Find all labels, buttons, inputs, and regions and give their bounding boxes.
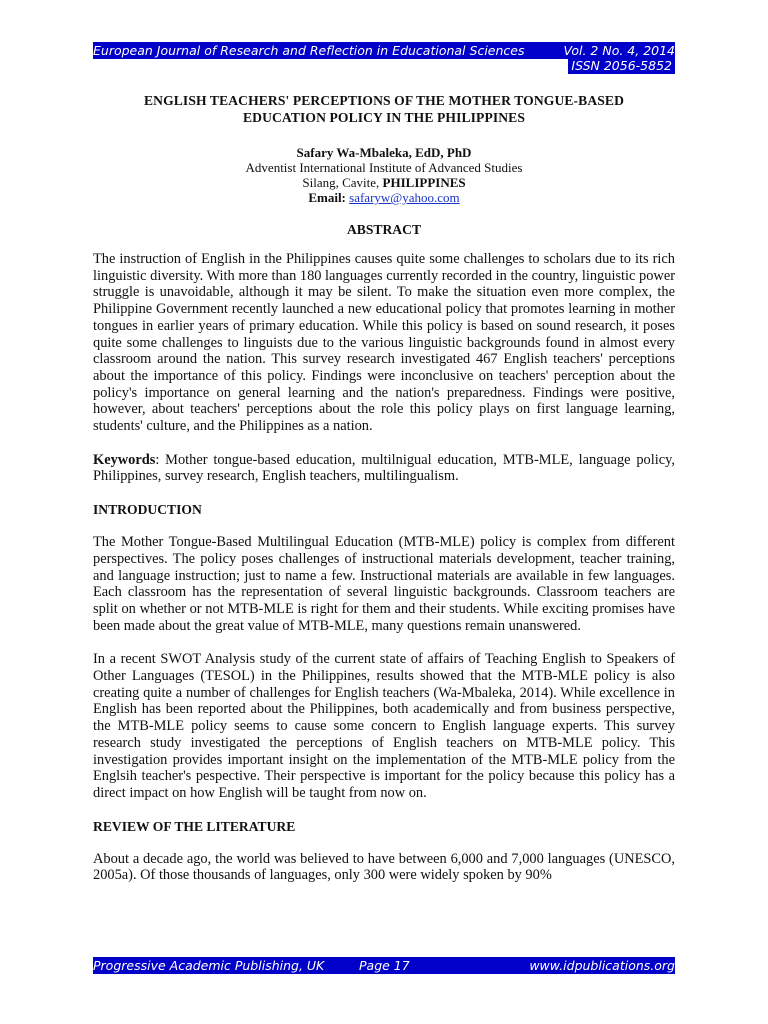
introduction-paragraph-2: In a recent SWOT Analysis study of the current state of affairs of Teaching English to Speakers of Other Languages (TESOL) in the Philippines, results showed that the MTB-MLE policy is also creating quite a number of challenges for English teachers (Wa-Mbaleka, 2014). While excellence in English has been reported about the Philippines, both academically and from business perspective, the MTB-MLE policy seems to cause some concern to English language experts. This survey research study investigated the perceptions of English teachers on MTB-MLE policy. This investigation provides important insight on the implementation of the MTB-MLE policy from the Englsih teacher's pespective. Their perspective is important for the policy because this policy has a direct impact on how English will be taught from now on. [93, 651, 675, 801]
keywords-paragraph [93, 452, 675, 485]
author-email-line [93, 190, 675, 205]
introduction-heading: INTRODUCTION [93, 502, 202, 518]
author-country: PHILIPPINES [382, 175, 466, 190]
footer-publisher: Progressive Academic Publishing, UK [93, 958, 325, 973]
author-city: Silang, Cavite, [302, 175, 380, 190]
page-footer-bar [93, 957, 675, 974]
keywords-text: : Mother tongue-based education, multilnigual education, MTB-MLE, language policy, Philippines, survey research, English teachers, multilingualism. [93, 451, 675, 485]
journal-volume: Vol. 2 No. 4, 2014 [563, 43, 675, 58]
journal-header-bar [93, 42, 675, 59]
author-block [93, 145, 675, 205]
abstract-heading: ABSTRACT [346, 222, 422, 237]
paper-content [93, 92, 675, 884]
review-heading: REVIEW OF THE LITERATURE [93, 818, 296, 834]
paper-title [93, 92, 675, 126]
email-label: Email: [308, 190, 346, 205]
journal-name: European Journal of Research and Reflection in Educational Sciences [93, 43, 525, 58]
footer-page-number: Page 17 [359, 958, 410, 973]
keywords-label: Keywords [93, 451, 156, 468]
introduction-paragraph-1: The Mother Tongue-Based Multilingual Education (MTB-MLE) policy is complex from different perspectives. The policy poses challenges of instructional materials development, teacher training, and language instruction; just to name a few. Instructional materials are available in few languages. Each classroom has the representation of several linguistic backgrounds. Classroom teachers are split on whether or not MTB-MLE is right for them and their students. While exciting promises have been made about the great value of MTB-MLE, many questions remain unanswered. [93, 534, 675, 634]
journal-issn: ISSN 2056-5852 [568, 58, 675, 74]
footer-website[interactable]: www.idpublications.org [529, 958, 675, 973]
author-institution: Adventist International Institute of Advanced Studies [245, 160, 523, 175]
title-line-1: ENGLISH TEACHERS' PERCEPTIONS OF THE MOTHER TONGUE-BASED [144, 93, 624, 108]
review-paragraph-1: About a decade ago, the world was believed to have between 6,000 and 7,000 languages (UNESCO, 2005a). Of those thousands of languages, only 300 were widely spoken by 90% [93, 850, 675, 884]
author-name: Safary Wa-Mbaleka, EdD, PhD [296, 145, 472, 160]
email-link[interactable]: safaryw@yahoo.com [349, 190, 460, 205]
author-location [93, 175, 675, 190]
abstract-text: The instruction of English in the Philippines causes quite some challenges to scholars due to its rich linguistic diversity. With more than 180 languages currently recorded in the country, linguistic power struggle is unavoidable, although it may be silent. To make the situation even more complex, the Philippine Government recently launched a new educational policy that promotes learning in mother tongues in earlier years of primary education. While this policy is based on sound research, it poses quite some challenges to linguists due to the various linguistic backgrounds found in almost every classroom around the nation. This survey research investigated 467 English teachers' perceptions about the importance of this policy. Findings were inconclusive on teachers' perception about the policy's importance on general learning and the nation's preparedness. Findings were positive, however, about teachers' perceptions about the role this policy plays on first language learning, students' culture, and the Philippines as a nation. [93, 251, 675, 435]
title-line-2: EDUCATION POLICY IN THE PHILIPPINES [243, 110, 525, 125]
